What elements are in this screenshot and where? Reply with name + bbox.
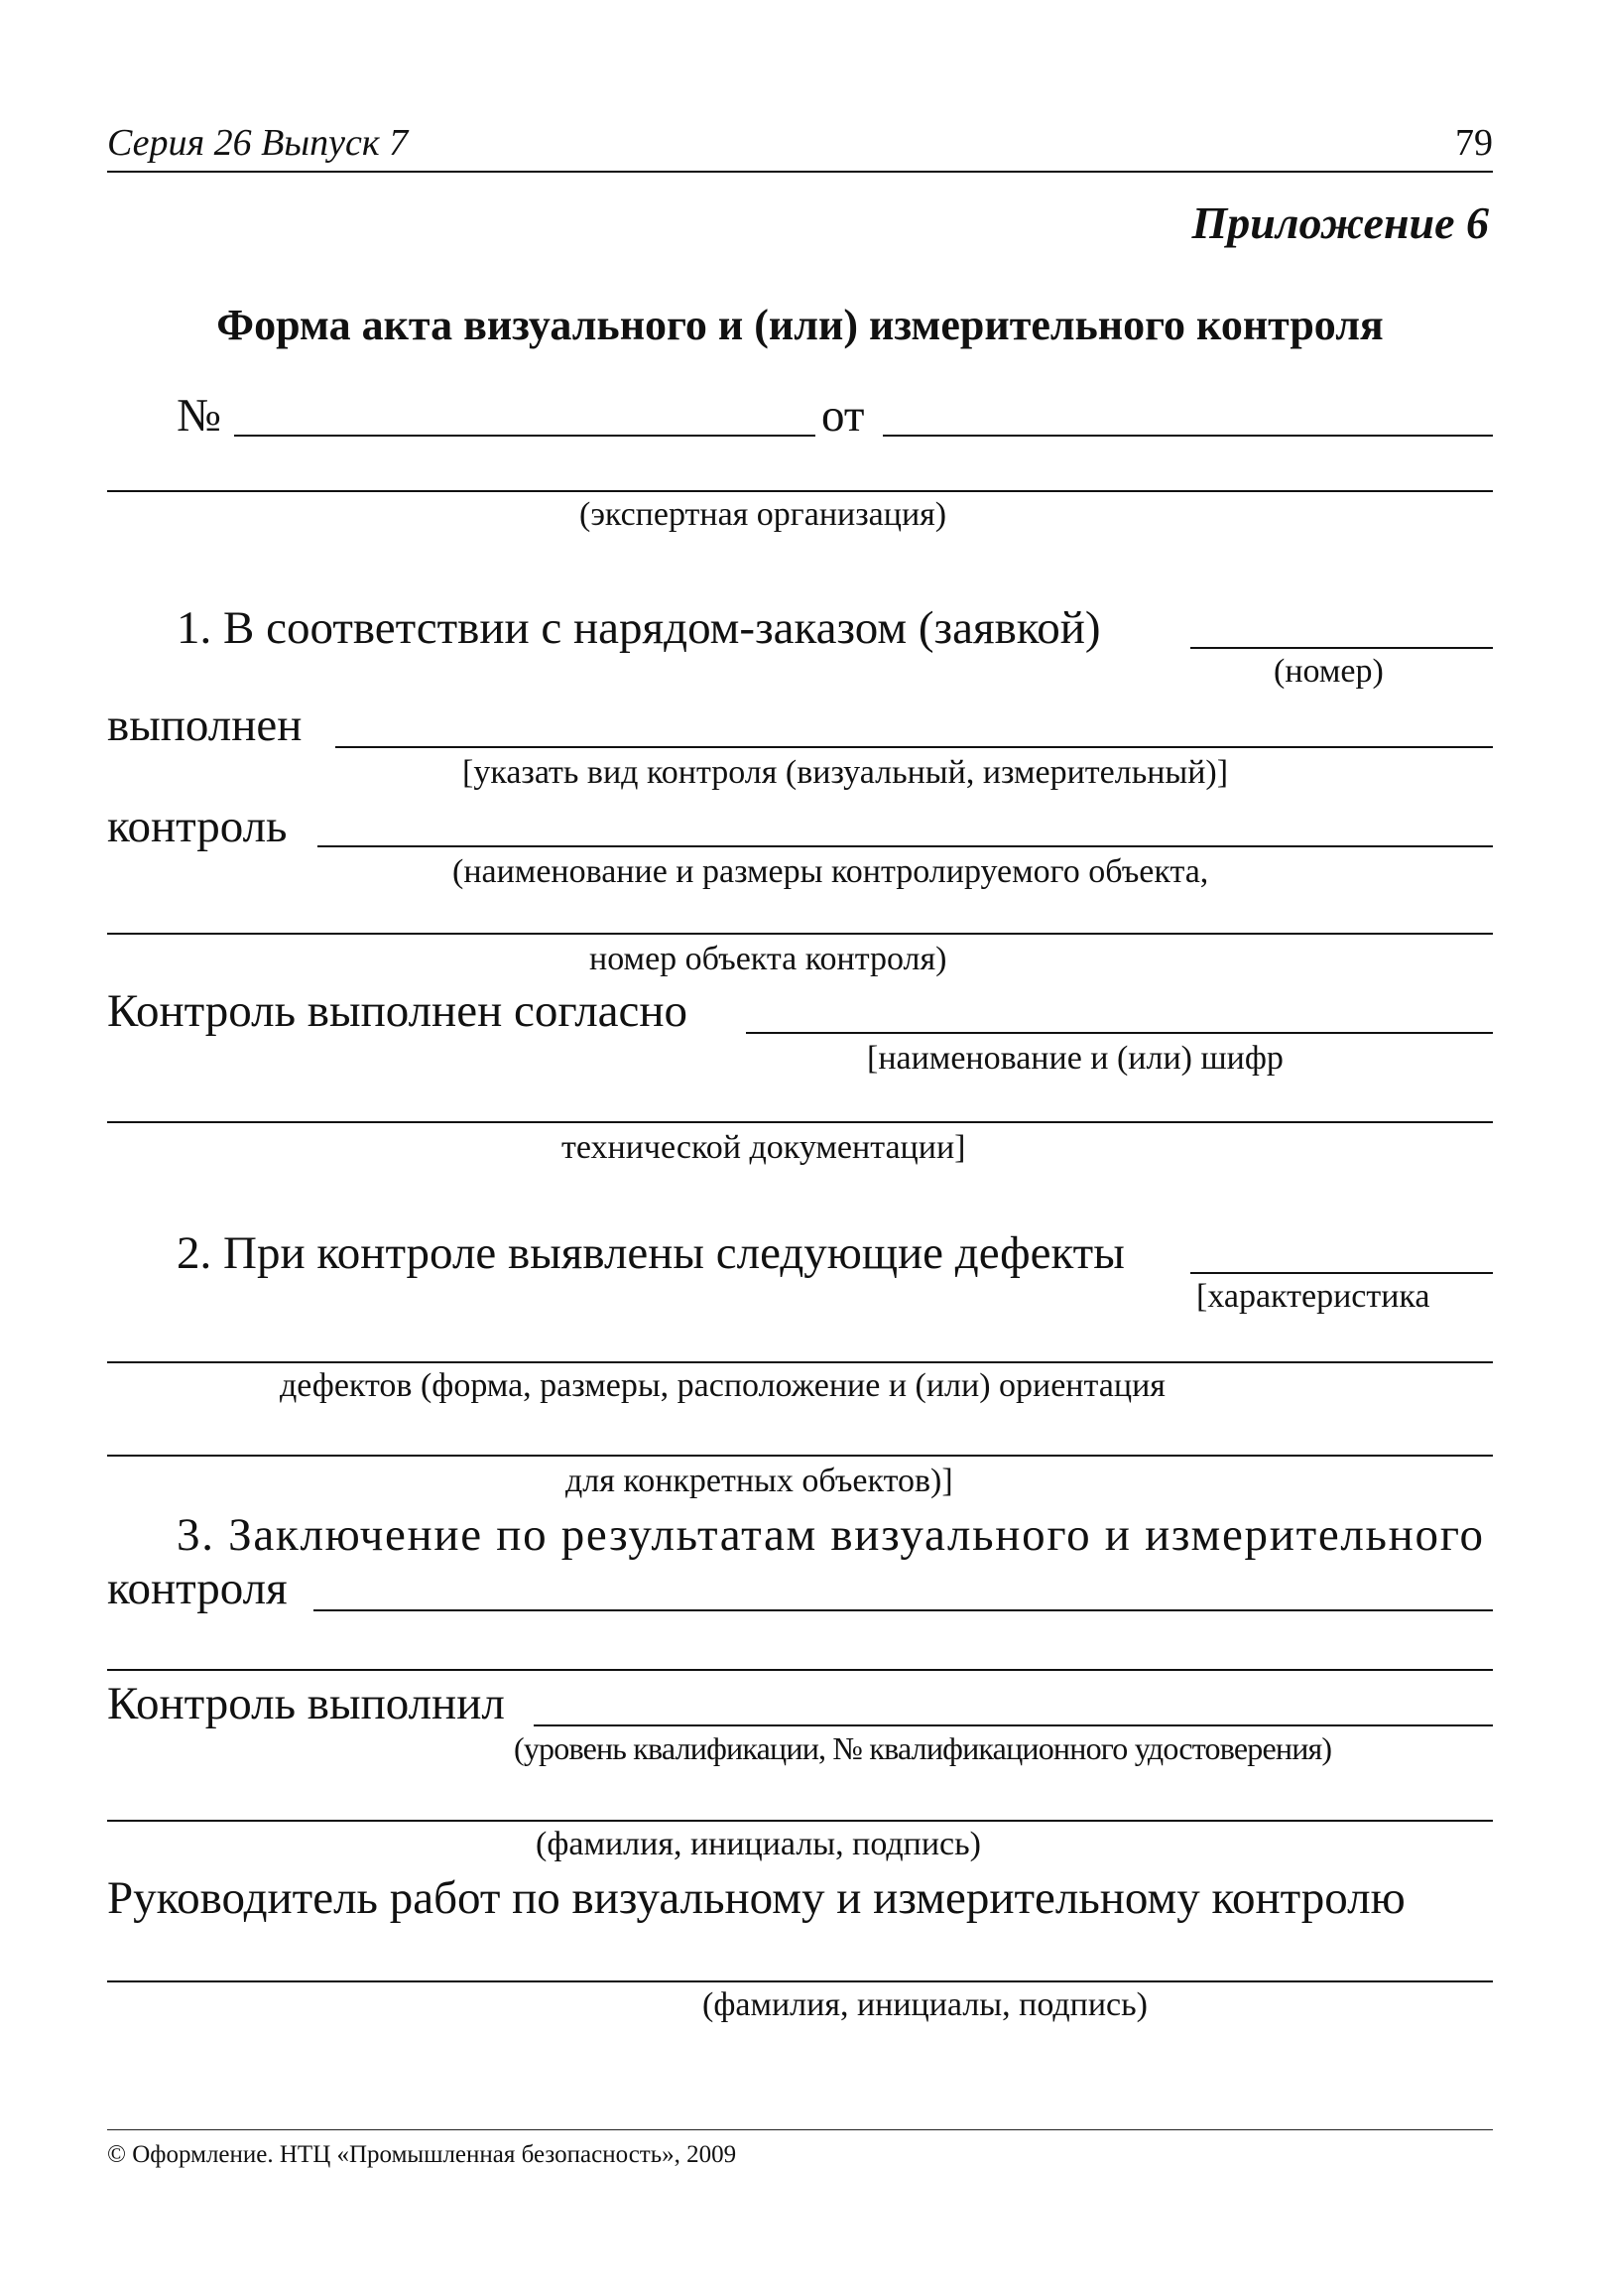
defects-caption-2: дефектов (форма, размеры, расположение и (или) ориентация: [280, 1367, 1166, 1404]
item1-text: 1. В соответствии с нарядом-заказом (заявкой): [177, 602, 1101, 654]
number-field-line[interactable]: [234, 435, 815, 437]
item2-text: 2. При контроле выявлены следующие дефекты: [177, 1227, 1125, 1279]
order-number-line[interactable]: [1190, 647, 1493, 649]
from-label: от: [821, 390, 865, 442]
item3-text-line2: контроля: [107, 1563, 288, 1614]
appendix-label: Приложение 6: [1191, 197, 1489, 248]
defects-line-2[interactable]: [107, 1361, 1493, 1363]
defects-line-3[interactable]: [107, 1455, 1493, 1457]
performer-name-line[interactable]: [107, 1820, 1493, 1822]
header-rule: [107, 171, 1493, 173]
qualification-caption: (уровень квалификации, № квалификационного удостоверения): [514, 1730, 1332, 1766]
documentation-line-2[interactable]: [107, 1121, 1493, 1123]
conclusion-line[interactable]: [313, 1609, 1493, 1611]
supervisor-name-line[interactable]: [107, 1980, 1493, 1982]
item3-text-line1: 3. Заключение по результатам визуального и измерительного: [177, 1509, 1485, 1561]
defects-caption-3: для конкретных объектов)]: [565, 1463, 953, 1499]
according-label: Контроль выполнен согласно: [107, 985, 688, 1037]
control-object-line[interactable]: [317, 845, 1493, 847]
qualification-line[interactable]: [534, 1724, 1493, 1726]
object-number-line[interactable]: [107, 933, 1493, 935]
control-type-caption: [указать вид контроля (визуальный, измерительный)]: [462, 754, 1229, 791]
control-label: контроль: [107, 801, 288, 852]
date-field-line[interactable]: [883, 435, 1493, 437]
performed-label: выполнен: [107, 700, 303, 751]
conclusion-line-2[interactable]: [107, 1669, 1493, 1671]
object-caption-2: номер объекта контроля): [589, 941, 947, 977]
object-caption-1: (наименование и размеры контролируемого объекта,: [452, 853, 1209, 890]
defects-line[interactable]: [1190, 1272, 1493, 1274]
expert-org-line[interactable]: [107, 490, 1493, 492]
expert-org-caption: (экспертная организация): [579, 496, 947, 533]
control-type-line[interactable]: [335, 746, 1493, 748]
form-title: Форма акта визуального и (или) измерительного контроля: [216, 301, 1384, 349]
documentation-line[interactable]: [746, 1032, 1493, 1034]
performer-name-caption: (фамилия, инициалы, подпись): [536, 1826, 981, 1862]
doc-caption-1: [наименование и (или) шифр: [867, 1040, 1284, 1077]
series-label: Серия 26 Выпуск 7: [107, 122, 409, 164]
order-number-caption: (номер): [1274, 653, 1384, 690]
number-label: №: [177, 390, 221, 442]
performer-label: Контроль выполнил: [107, 1678, 505, 1729]
doc-caption-2: технической документации]: [561, 1129, 966, 1166]
defects-caption-1: [характеристика: [1196, 1278, 1430, 1315]
page-number: 79: [1455, 122, 1493, 164]
supervisor-name-caption: (фамилия, инициалы, подпись): [702, 1986, 1148, 2023]
footer-rule: [107, 2129, 1493, 2130]
footer-copyright: © Оформление. НТЦ «Промышленная безопасность», 2009: [107, 2141, 737, 2168]
supervisor-label: Руководитель работ по визуальному и измерительному контролю: [107, 1872, 1406, 1924]
